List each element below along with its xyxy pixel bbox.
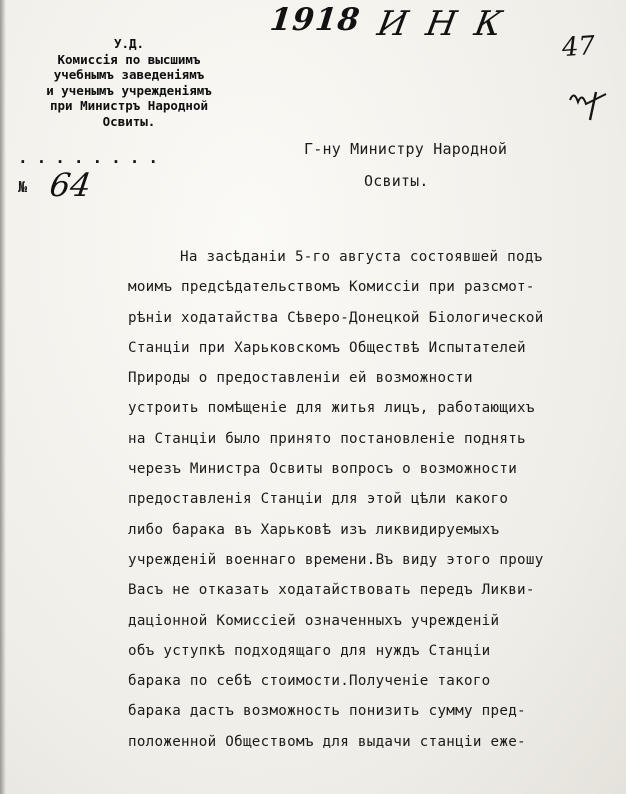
addressee-block (304, 133, 507, 197)
handwritten-reference-number: 64 (47, 166, 94, 204)
body-line: Станціи при Харьковскомъ Обществѣ Испытателей (128, 339, 526, 356)
body-line: положенной Обществомъ для выдачи станціи еже- (128, 733, 526, 750)
body-line: моимъ предсѣдательствомъ Комиссіи при разсмот- (128, 279, 535, 296)
stamp-dots: ........ (18, 148, 168, 167)
handwritten-year: 1918 (268, 2, 363, 38)
addressee-line: Освиты. (364, 172, 429, 190)
stamp-line: и ученымъ учрежденіямъ (46, 82, 212, 98)
body-line: черезъ Министра Освиты вопросъ о возможности (128, 461, 518, 478)
number-prefix: № (18, 178, 28, 196)
body-line: барака по себѣ стоимости.Полученіе такого (128, 673, 491, 690)
body-line: либо барака въ Харьковѣ изъ ликвидируемыхъ (128, 521, 500, 538)
body-line: предоставленія Станціи для этой цѣли какого (128, 491, 509, 508)
addressee-line: Г-ну Министру Народной (304, 140, 508, 158)
stamp-line: учебнымъ заведеніямъ (53, 67, 205, 82)
stamp-line: Комиссія по высшимъ (57, 51, 201, 67)
institution-stamp (4, 36, 254, 129)
body-line: объ уступкѣ подходящаго для нуждъ Станціи (128, 642, 491, 659)
body-line: Природы о предоставленіи ей возможности (128, 370, 473, 387)
handwritten-tick-mark (566, 86, 610, 122)
body-line: На засѣданіи 5-го августа состоявшей подъ (180, 249, 543, 265)
body-line: на Станціи было принято постановленіе поднять (128, 430, 526, 447)
letter-body (128, 242, 626, 757)
handwritten-mark: И Н К (374, 4, 509, 44)
body-line: барака дастъ возможность понизить сумму пред- (128, 703, 526, 720)
body-line: даціонной Комиссіей означенныхъ учрежденій (128, 612, 500, 629)
body-line: рѣніи ходатайства Сѣверо-Донецкой Біологической (128, 309, 544, 326)
stamp-line: Освиты. (102, 113, 156, 129)
stamp-line: при Министръ Народной (49, 98, 209, 113)
body-line: учрежденій военнаго времени.Въ виду этого прошу (128, 551, 544, 568)
handwritten-page-number: 47 (560, 30, 597, 64)
body-line: устроить помѣщеніе для житья лицъ, работающихъ (128, 400, 535, 417)
stamp-line: У.Д. (113, 36, 145, 51)
body-line: Васъ не отказать ходатайствовать передъ Ликви- (128, 582, 535, 599)
